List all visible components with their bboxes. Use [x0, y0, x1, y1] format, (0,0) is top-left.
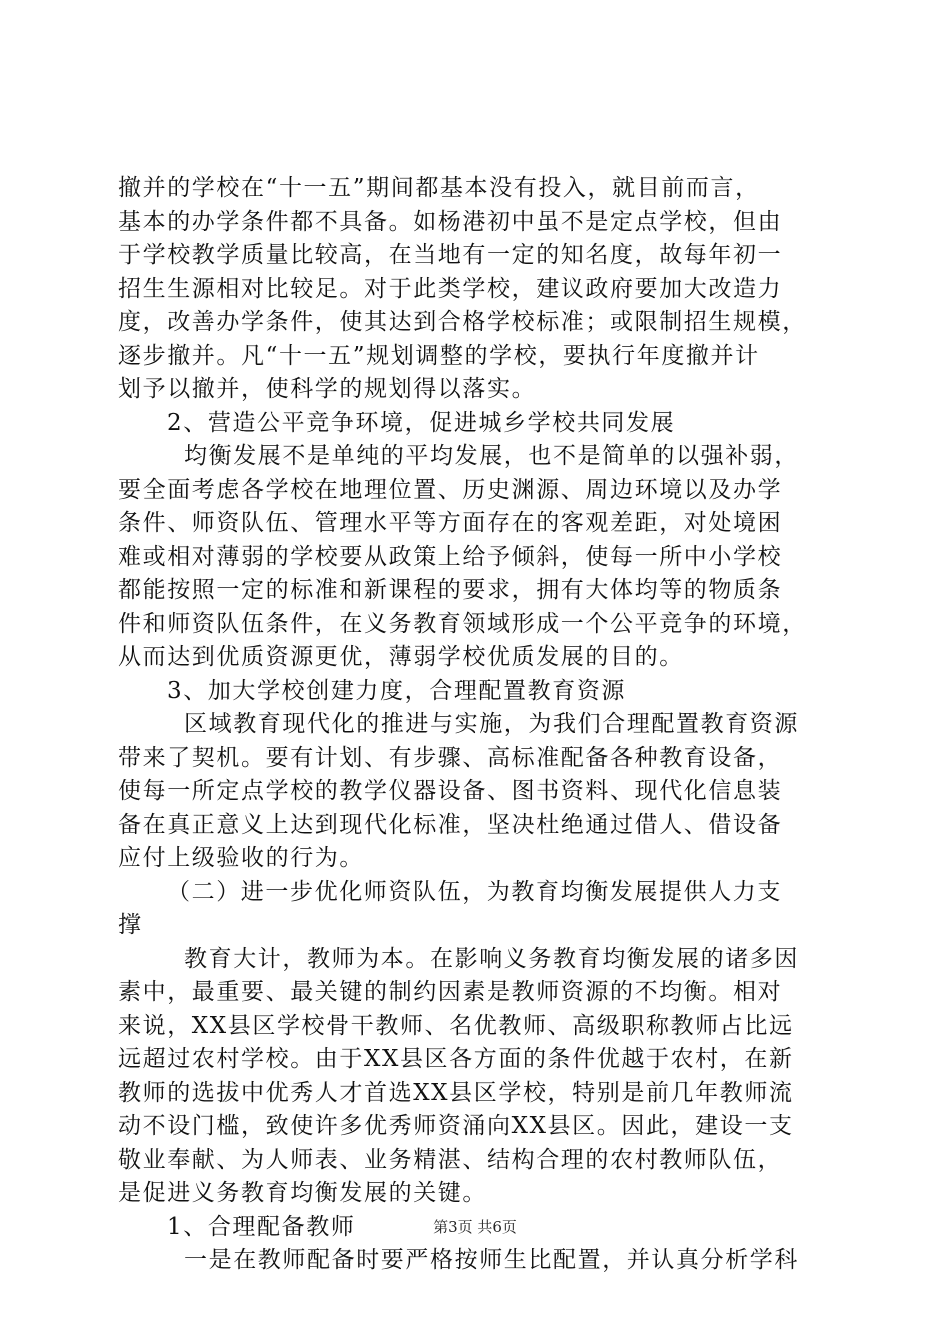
- text-line: 逐步撤并。凡“十一五”规划调整的学校，要执行年度撤并计: [118, 342, 760, 369]
- text-line: 件和师资队伍条件，在义务教育领域形成一个公平竞争的环境，: [118, 610, 807, 637]
- text-line: 应付上级验收的行为。: [118, 845, 364, 871]
- text-line: 撑: [118, 912, 143, 938]
- section-heading: 2、营造公平竞争环境，促进城乡学校共同发展: [167, 409, 676, 436]
- text-line: 一是在教师配备时要严格按师生比配置，并认真分析学科: [184, 1247, 799, 1273]
- text-line: 带来了契机。要有计划、有步骤、高标准配备各种教育设备，: [118, 744, 783, 771]
- section-heading: 1、合理配备教师: [167, 1213, 356, 1240]
- section-heading: 3、加大学校创建力度，合理配置教育资源: [167, 677, 627, 704]
- text-line: 均衡发展不是单纯的平均发展，也不是简单的以强补弱，: [184, 443, 799, 469]
- text-line: 动不设门槛，致使许多优秀师资涌向XX县区。因此，建设一支: [118, 1113, 794, 1139]
- text-line: 难或相对薄弱的学校要从政策上给予倾斜，使每一所中小学校: [118, 543, 783, 570]
- text-line: 都能按照一定的标准和新课程的要求，拥有大体均等的物质条: [118, 577, 783, 603]
- text-line: 远超过农村学校。由于XX县区各方面的条件优越于农村，在新: [118, 1046, 794, 1072]
- text-line: 撤并的学校在“十一五”期间都基本没有投入，就目前而言，: [118, 175, 760, 201]
- text-line: 从而达到优质资源更优，薄弱学校优质发展的目的。: [118, 644, 684, 670]
- text-line: 条件、师资队伍、管理水平等方面存在的客观差距，对处境困: [118, 510, 783, 536]
- text-line: 要全面考虑各学校在地理位置、历史渊源、周边环境以及办学: [118, 476, 783, 503]
- text-line: 备在真正意义上达到现代化标准，坚决杜绝通过借人、借设备: [118, 811, 783, 838]
- text-line: 是促进义务教育均衡发展的关键。: [118, 1180, 487, 1206]
- document-body: [118, 172, 838, 1278]
- text-line: 于学校教学质量比较高，在当地有一定的知名度，故每年初一: [118, 242, 783, 268]
- text-line: 教育大计，教师为本。在影响义务教育均衡发展的诸多因: [184, 945, 799, 972]
- page-number-footer: 第3页 共6页: [433, 1218, 517, 1236]
- section-heading: （二）进一步优化师资队伍，为教育均衡发展提供人力支: [167, 878, 782, 905]
- text-line: 度，改善办学条件，使其达到合格学校标准；或限制招生规模，: [118, 309, 807, 335]
- text-line: 素中，最重要、最关键的制约因素是教师资源的不均衡。相对: [118, 979, 783, 1005]
- text-line: 划予以撤并，使科学的规划得以落实。: [118, 376, 537, 402]
- text-line: 敬业奉献、为人师表、业务精湛、结构合理的农村教师队伍，: [118, 1146, 783, 1173]
- text-line: 基本的办学条件都不具备。如杨港初中虽不是定点学校，但由: [118, 208, 783, 235]
- text-line: 教师的选拔中优秀人才首选XX县区学校，特别是前几年教师流: [118, 1079, 794, 1106]
- text-line: 来说，XX县区学校骨干教师、名优教师、高级职称教师占比远: [118, 1012, 794, 1039]
- text-line: 使每一所定点学校的教学仪器设备、图书资料、现代化信息装: [118, 778, 783, 804]
- text-line: 招生生源相对比较足。对于此类学校，建议政府要加大改造力: [118, 275, 783, 302]
- text-line: 区域教育现代化的推进与实施，为我们合理配置教育资源: [184, 711, 799, 737]
